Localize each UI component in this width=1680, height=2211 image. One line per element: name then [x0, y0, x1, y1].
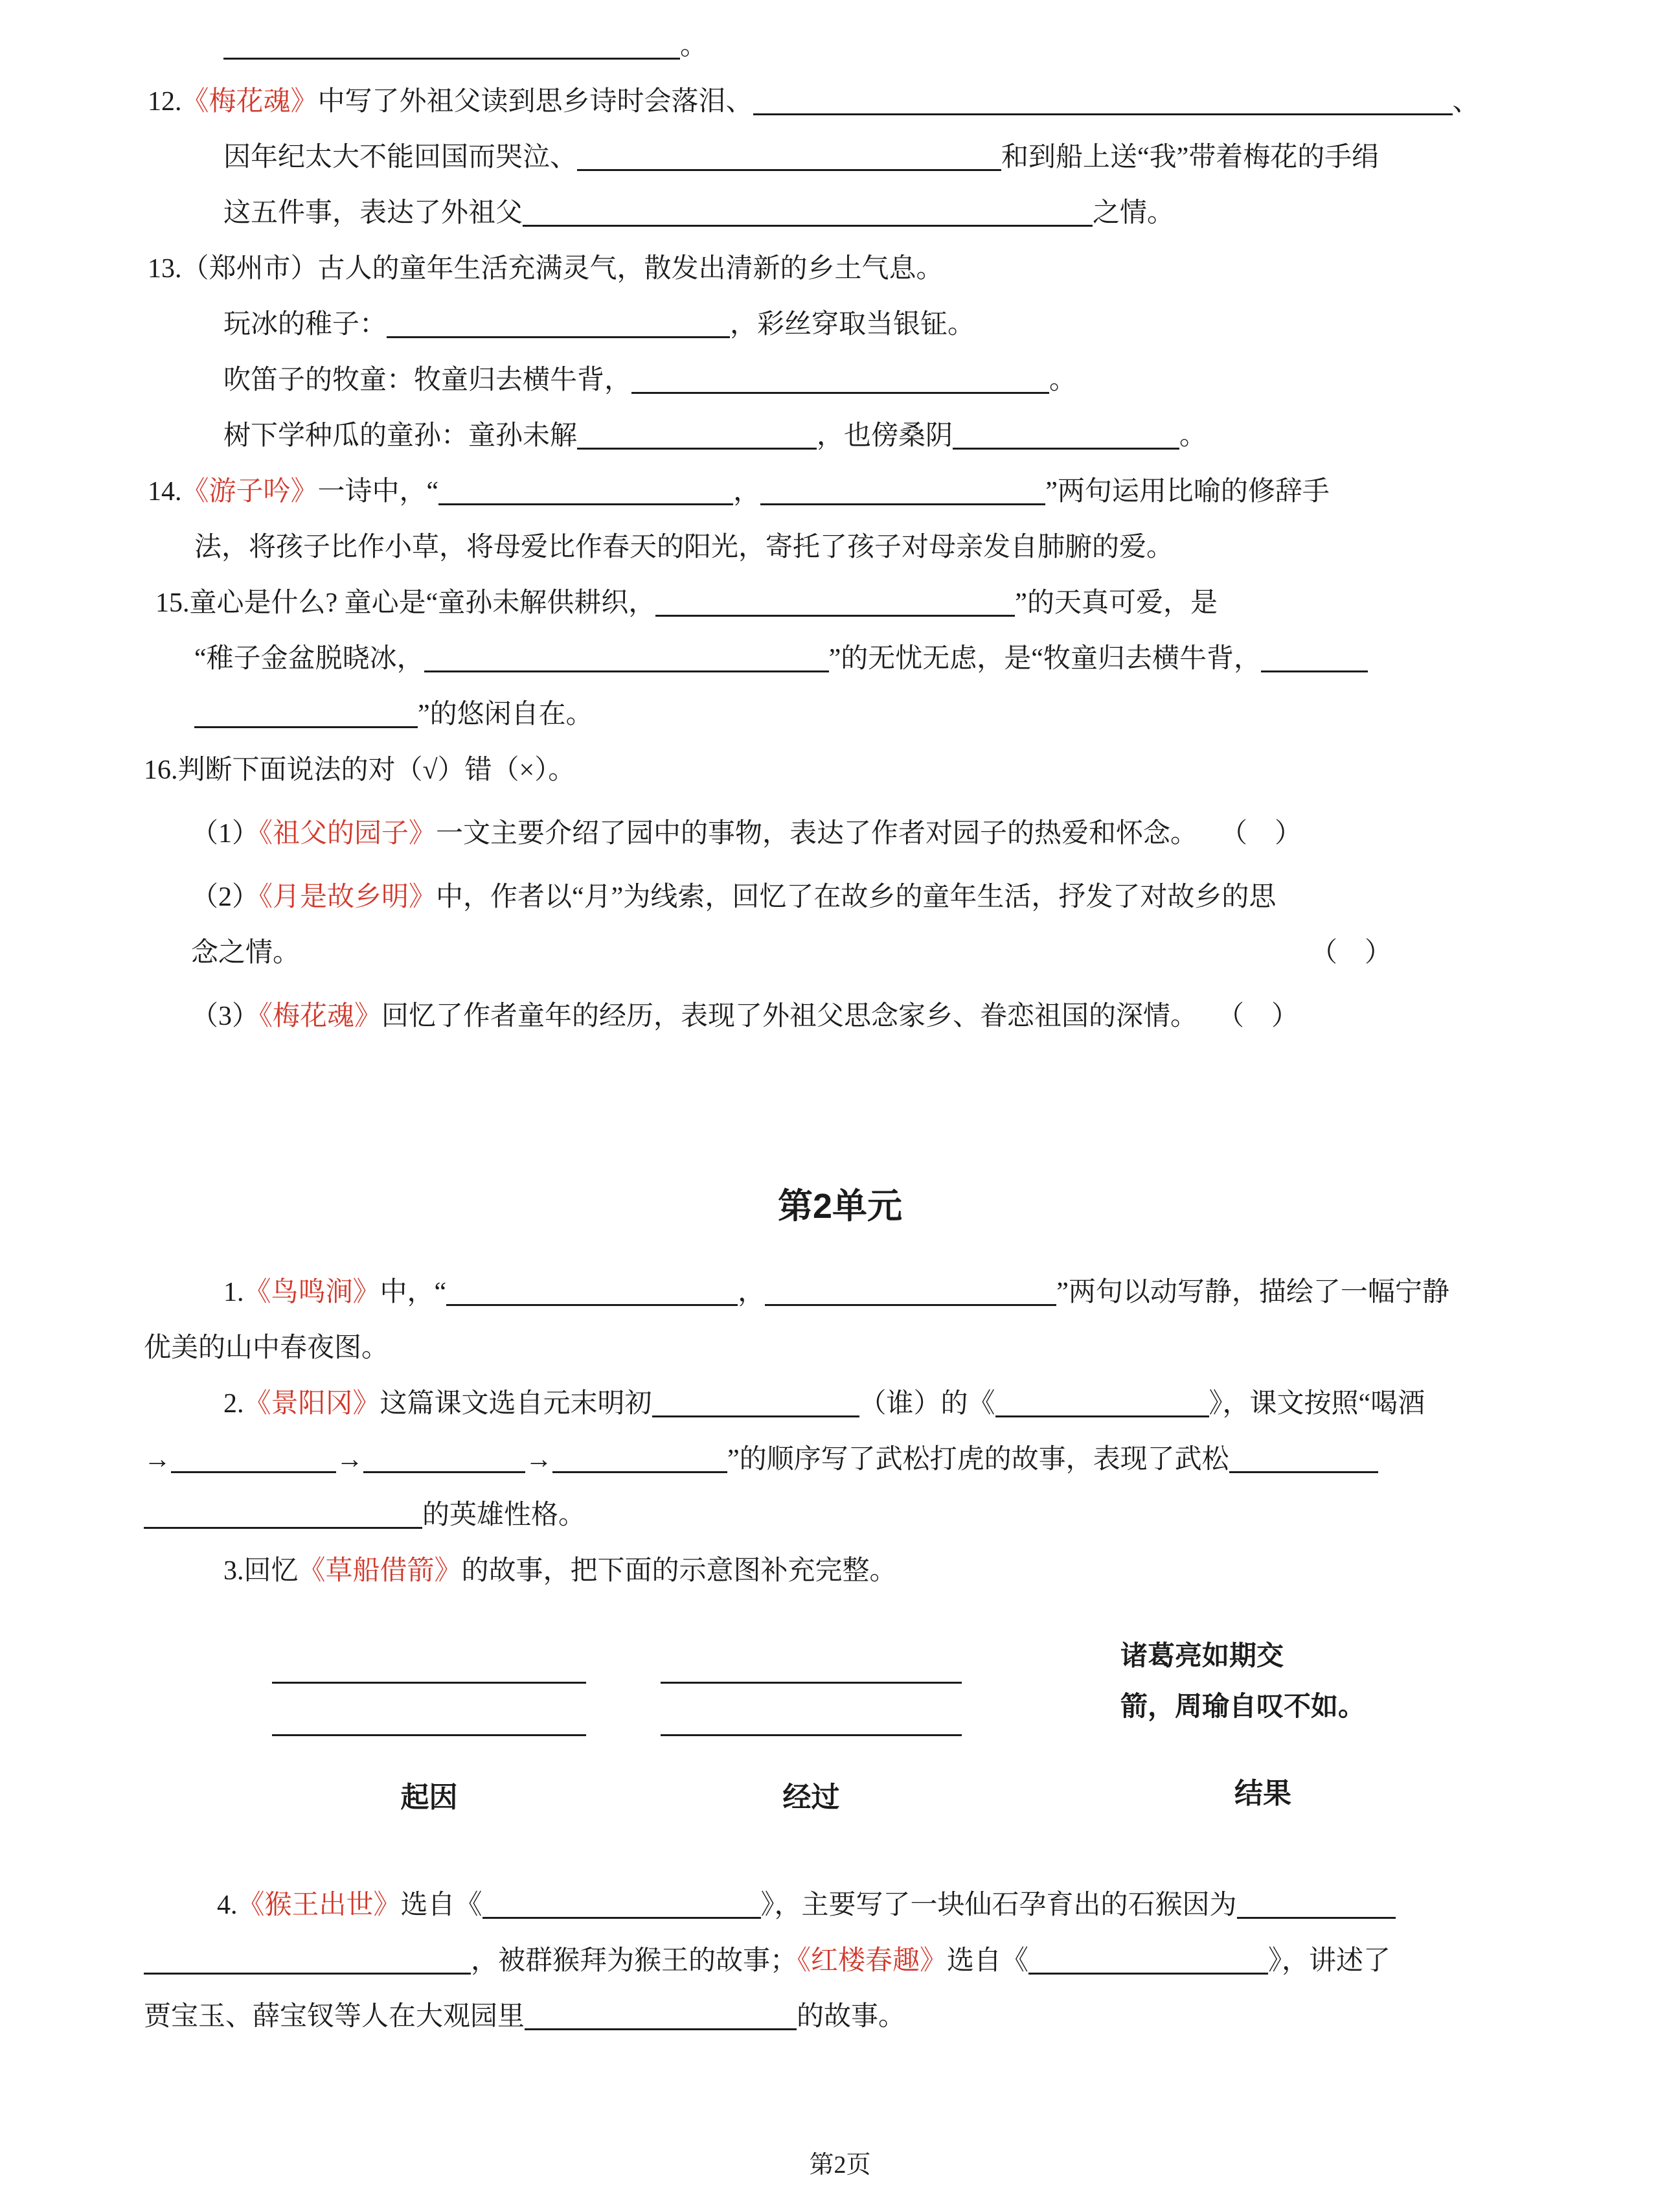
blank-underline	[363, 1469, 525, 1473]
text-run: 的故事，把下面的示意图补充完整。	[461, 1556, 897, 1586]
section-title: 第2单元	[777, 1187, 903, 1226]
text-line	[223, 1376, 1680, 1432]
book-title: 《红楼春趣》	[797, 1946, 948, 1976]
book-title: 《梅花魂》	[181, 87, 318, 117]
text-run: ，	[733, 477, 761, 507]
diagram-result-text: 诸葛亮如期交	[1120, 1642, 1284, 1671]
diagram-blank-line	[272, 1631, 586, 1684]
text-run: ”的无忧无虑，是“牧童归去横牛背，	[828, 644, 1261, 674]
book-title: 《梅花魂》	[259, 1002, 382, 1031]
text-line	[144, 1432, 1680, 1487]
diagram-result-text: 箭，周瑜自叹不如。	[1120, 1692, 1366, 1722]
book-title: 《猴王出世》	[237, 1890, 401, 1920]
page-number: 第2页	[809, 2151, 871, 2179]
text-run: （3）	[191, 1002, 260, 1031]
blank-underline	[631, 389, 1049, 394]
text-line	[223, 130, 1680, 185]
blank-underline	[552, 1469, 727, 1473]
text-line	[191, 989, 1680, 1044]
text-run: 回忆了作者童年的经历，表现了外祖父思念家乡、眷恋祖国的深情。	[381, 1002, 1198, 1031]
text-run: 、	[1452, 87, 1480, 117]
blank-underline	[482, 1914, 761, 1919]
text-run: 。	[680, 31, 708, 61]
text-run: ”的顺序写了武松打虎的故事，表现了武松	[727, 1445, 1229, 1474]
text-run: ”的天真可爱，是	[1015, 588, 1218, 618]
text-run: ，被群猴拜为猴王的故事；	[471, 1946, 798, 1976]
diagram-blank-line	[661, 1684, 962, 1736]
text-run: 贾宝玉、薛宝钗等人在大观园里	[144, 2002, 525, 2032]
blank-underline	[446, 1301, 738, 1306]
text-line	[191, 925, 1680, 981]
text-run: （ ）	[1220, 819, 1302, 849]
blank-underline	[144, 1524, 422, 1529]
text-run: 12.	[148, 87, 182, 117]
text-line	[144, 1989, 1680, 2045]
text-run: （1）	[191, 819, 260, 849]
blank-underline	[223, 55, 680, 60]
text-line	[223, 1265, 1680, 1320]
diagram-label: 起因	[400, 1781, 458, 1813]
blank-underline	[765, 1301, 1056, 1306]
text-run: 2.	[223, 1389, 244, 1419]
diagram-label: 结果	[1234, 1778, 1291, 1809]
book-title: 《景阳冈》	[244, 1389, 380, 1419]
diagram-column	[272, 1631, 586, 1815]
diagram-column	[1120, 1631, 1405, 1811]
blank-underline	[1229, 1469, 1378, 1473]
blank-underline	[1237, 1914, 1396, 1919]
blank-underline	[523, 222, 1093, 227]
book-title: 《鸟鸣涧》	[244, 1277, 380, 1307]
text-run: ，也傍桑阴	[817, 421, 953, 451]
blank-underline	[171, 1469, 336, 1473]
blank-underline	[1261, 668, 1368, 672]
text-run: 中，“	[380, 1277, 447, 1307]
blank-underline	[753, 111, 1453, 115]
blank-underline	[194, 724, 418, 728]
text-run: 法，将孩子比作小草，将母爱比作春天的阳光，寄托了孩子对母亲发自肺腑的爱。	[194, 533, 1174, 562]
text-line	[223, 18, 1680, 74]
text-run: 。	[1049, 365, 1077, 395]
text-line	[194, 631, 1680, 687]
text-run: （ ）	[1310, 938, 1392, 968]
text-run: （ ）	[1217, 1002, 1299, 1031]
diagram-label: 经过	[782, 1781, 840, 1813]
text-run: 选自《	[947, 1946, 1029, 1976]
text-run: “稚子金盆脱晓冰，	[194, 644, 424, 674]
blank-underline	[144, 1970, 471, 1975]
blank-underline	[953, 445, 1179, 450]
text-run: 念之情。	[191, 938, 301, 968]
text-run: 吹笛子的牧童：牧童归去横牛背，	[223, 365, 632, 395]
blank-underline	[652, 1413, 859, 1417]
text-run: ”两句运用比喻的修辞手	[1045, 477, 1330, 507]
text-line	[144, 1933, 1680, 1989]
text-line	[144, 1487, 1680, 1543]
text-run: 一诗中，“	[317, 477, 439, 507]
blank-underline	[995, 1413, 1209, 1417]
book-title: 《草船借箭》	[298, 1556, 462, 1586]
text-run: （谁）的《	[859, 1389, 995, 1419]
text-line	[223, 352, 1680, 408]
blank-underline	[577, 445, 817, 450]
text-run: 和到船上送“我”带着梅花的手绢	[1001, 143, 1379, 172]
text-line	[144, 1320, 1680, 1376]
text-run: 玩冰的稚子：	[223, 310, 387, 339]
blank-underline	[655, 612, 1015, 617]
blank-underline	[760, 501, 1045, 505]
text-line	[194, 687, 1680, 742]
diagram-blank-line	[272, 1684, 586, 1736]
book-title: 《祖父的园子》	[259, 819, 437, 849]
text-run: 16.判断下面说法的对（√）错（×）。	[144, 755, 576, 785]
text-run: 这五件事，表达了外祖父	[223, 198, 523, 228]
text-line	[223, 408, 1680, 464]
text-run: 》，课文按照“喝酒	[1209, 1389, 1425, 1419]
text-run: 1.	[223, 1277, 244, 1307]
text-run: ，	[738, 1277, 766, 1307]
blank-underline	[525, 2026, 797, 2030]
blank-underline	[424, 668, 829, 672]
text-run: →	[336, 1445, 363, 1474]
text-run: 这篇课文选自元末明初	[380, 1389, 652, 1419]
text-line	[194, 520, 1680, 575]
blank-underline	[387, 334, 730, 338]
text-run: 中，作者以“月”为线索，回忆了在故乡的童年生活，抒发了对故乡的思	[436, 882, 1277, 912]
text-run: 之情。	[1093, 198, 1175, 228]
text-run: 的英雄性格。	[422, 1500, 586, 1530]
text-run: 15.童心是什么? 童心是“童孙未解供耕织，	[155, 588, 656, 618]
text-run: 中写了外祖父读到思乡诗时会落泪、	[317, 87, 753, 117]
text-line	[223, 297, 1680, 352]
text-run: 》，主要写了一块仙石孕育出的石猴因为	[760, 1890, 1237, 1920]
text-run: 4.	[217, 1890, 238, 1920]
blank-underline	[1028, 1970, 1268, 1975]
book-title: 《游子吟》	[181, 477, 318, 507]
text-run: 。	[1179, 421, 1207, 451]
text-line	[148, 74, 1680, 130]
text-run: 3.回忆	[223, 1556, 299, 1586]
text-line	[223, 1543, 1680, 1599]
diagram-blank-line	[661, 1631, 962, 1684]
text-run: 因年纪太大不能回国而哭泣、	[223, 143, 578, 172]
text-line	[191, 869, 1680, 925]
text-line	[217, 1877, 1680, 1933]
text-line	[191, 806, 1680, 862]
text-run: 13.（郑州市）古人的童年生活充满灵气，散发出清新的乡土气息。	[148, 254, 944, 284]
text-run: ”两句以动写静，描绘了一幅宁静	[1056, 1277, 1449, 1307]
text-run: 树下学种瓜的童孙：童孙未解	[223, 421, 578, 451]
text-run: 的故事。	[797, 2002, 906, 2032]
text-run: →	[525, 1445, 552, 1474]
book-title: 《月是故乡明》	[259, 882, 437, 912]
text-run: 》，讲述了	[1268, 1946, 1391, 1976]
diagram-column	[661, 1631, 962, 1815]
text-run: 优美的山中春夜图。	[144, 1333, 389, 1363]
story-diagram	[0, 1631, 1680, 1845]
document-body	[0, 18, 1680, 2045]
text-run: （2）	[191, 882, 260, 912]
text-run: →	[144, 1445, 171, 1474]
blank-underline	[438, 501, 733, 505]
text-line	[155, 575, 1680, 631]
text-run: ，彩丝穿取当银钲。	[730, 310, 975, 339]
text-line	[144, 742, 1680, 798]
text-run: 选自《	[400, 1890, 482, 1920]
text-line	[223, 185, 1680, 241]
blank-underline	[577, 166, 1001, 171]
text-run: 一文主要介绍了园中的事物，表达了作者对园子的热爱和怀念。	[436, 819, 1198, 849]
text-line	[148, 464, 1680, 520]
text-line	[148, 241, 1680, 297]
text-run: 14.	[148, 477, 182, 507]
text-run: ”的悠闲自在。	[418, 700, 593, 729]
